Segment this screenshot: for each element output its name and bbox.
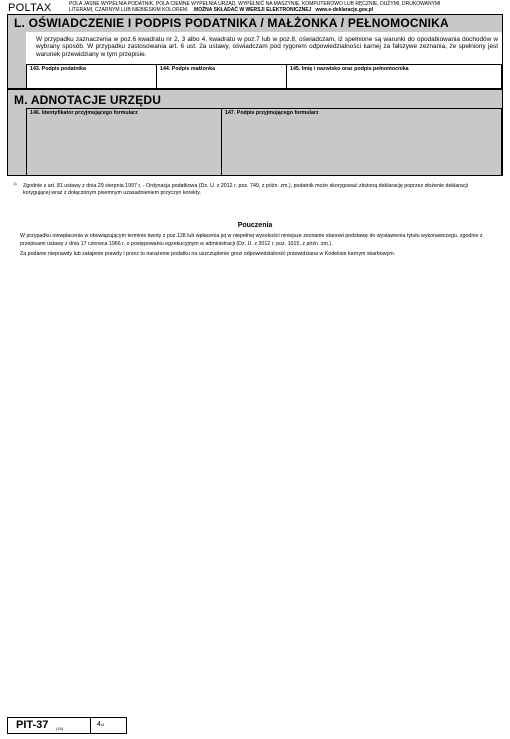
form-version: (19) [56,726,64,731]
footnote-text: Zgodnie z art. 81 ustawy z dnia 29 sierpnia 1997 r. - Ordynacja podatkowa (Dz. U. z 2012 r. poz. 749, z późn. zm.), podatnik może skorygować złożoną deklarację poprzez złożenie deklaracji korygującej wraz z dołączonym pisemnym uzasadnieniem przyczyn korekty. [23,183,468,196]
footnote-marker: 1) [13,181,17,186]
e-deklaracje-url: www.e-deklaracje.gov.pl [315,7,374,13]
instructions-line-2 [69,7,509,13]
section-m-title: M. ADNOTACJE URZĘDU [14,93,162,107]
field-label-147: 147. Podpis przyjmującego formularz [225,110,319,116]
form-code: PIT-37 [16,719,49,731]
section-l-declaration [7,14,503,89]
electronic-version-note: MOŻNA SKŁADAĆ W WERSJI ELEKTRONICZNEJ [194,7,312,13]
form-footer [7,717,127,734]
footnote [14,183,494,197]
pouczenia-title: Pouczenia [237,222,273,229]
page-total: /4 [100,722,105,727]
form-header [7,1,503,15]
receiver-id-field [26,108,222,176]
section-l-title: L. OŚWIADCZENIE I PODPIS PODATNIKA / MAŁŻONKA / PEŁNOMOCNIKA [14,16,449,30]
field-label-145: 145. Imię i nazwisko oraz podpis pełnomocnika [290,66,409,72]
footer-divider [90,718,91,733]
instructions-line-1: POLA JASNE WYPEŁNIA PODATNIK, POLA CIEMNE WYPEŁNIA URZĄD. WYPEŁNIĆ NA MASZYNIE, KOMPUTEROWO LUB RĘCZNIE, DUŻYMI, DRUKOWANYMI [69,1,441,7]
filling-instructions [69,1,509,13]
taxpayer-signature-field[interactable] [26,64,157,89]
pouczenia-paragraph-1: W przypadku niewpłacenia w obowiązującym terminie kwoty z poz.128 lub wpłacenia jej w niepełnej wysokości niniejsze zeznanie stanowi podstawę do wystawienia tytułu wykonawczego, zgodnie z przepisami ustawy z dnia 17 czerwca 1966 r. o postępowaniu egzekucyjnym w administracji (Dz. U. z 2012 r. poz. 1015, z późn. zm.). [20,233,483,247]
declaration-statement: W przypadku zaznaczenia w poz.6 kwadratu nr 2, 3 albo 4, kwadratu w poz.7 lub w poz.8, oświadczam, iż spełnione są warunki do opodatkowania dochodów w wybrany sposób. W przypadku zastosowania art. 6 ust. 2a ustawy, oświadczam pod rygorem odpowiedzialności karnej za fałszywe zeznania, że spełniony jest warunek przewidziany w tym przepisie. [26,32,502,76]
page-indicator [97,721,104,728]
pouczenia-body [20,232,498,260]
section-m-office-annotations [7,89,503,176]
brand-label: POLTAX [8,2,52,14]
field-label-144: 144. Podpis małżonka [160,66,216,72]
spouse-signature-field[interactable] [156,64,287,89]
proxy-name-signature-field[interactable] [286,64,502,89]
field-label-146: 146. Identyfikator przyjmującego formularz [30,110,138,116]
page-number: 4 [97,721,101,728]
field-label-143: 143. Podpis podatnika [30,66,86,72]
instructions-line-2-start: LITERAMI, CZARNYM LUB NIEBIESKIM KOLOREM. [69,7,189,13]
receiver-signature-field [221,108,502,176]
pouczenia-paragraph-2: Za podanie nieprawdy lub zatajenie prawdy i przez to narażenie podatku na uszczuplenie grozi odpowiedzialność przewidziana w Kodeksie karnym skarbowym. [20,251,396,257]
